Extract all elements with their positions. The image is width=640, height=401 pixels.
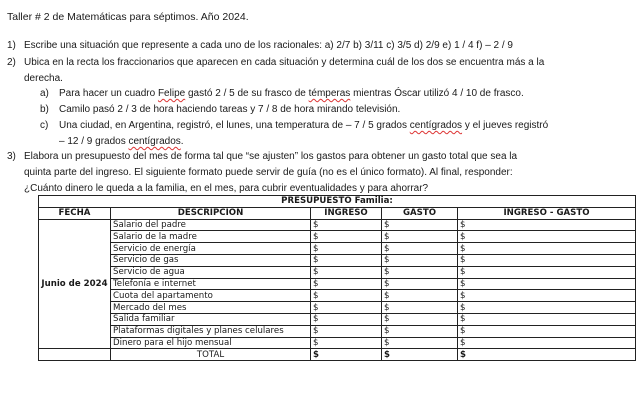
income-cell[interactable]: $ xyxy=(311,243,382,255)
difference-cell[interactable]: $ xyxy=(458,243,636,255)
income-cell[interactable]: $ xyxy=(311,231,382,243)
expense-cell[interactable]: $ xyxy=(382,337,458,349)
expense-cell[interactable]: $ xyxy=(382,219,458,231)
q1-number: 1) xyxy=(7,40,16,51)
budget-table xyxy=(38,195,636,361)
budget-caption: PRESUPUESTO Familia: xyxy=(39,196,636,208)
expense-cell[interactable]: $ xyxy=(382,231,458,243)
income-cell[interactable]: $ xyxy=(311,313,382,325)
q3-line3: ¿Cuánto dinero le queda a la familia, en el mes, para cubrir eventualidades y para ahorrar? xyxy=(24,183,429,194)
difference-cell[interactable]: $ xyxy=(458,313,636,325)
income-cell[interactable]: $ xyxy=(311,219,382,231)
expense-cell[interactable]: $ xyxy=(382,243,458,255)
q2c-line2 xyxy=(59,135,184,148)
table-row xyxy=(39,254,636,266)
q3-number: 3) xyxy=(7,151,16,162)
total-row xyxy=(39,349,636,361)
row-description: Salario de la madre xyxy=(111,231,311,243)
row-description: Plataformas digitales y planes celulares xyxy=(111,325,311,337)
total-difference-cell[interactable]: $ xyxy=(458,349,636,361)
total-income-cell[interactable]: $ xyxy=(311,349,382,361)
table-row xyxy=(39,325,636,337)
difference-cell[interactable]: $ xyxy=(458,325,636,337)
header-ingreso-gasto: INGRESO - GASTO xyxy=(458,207,636,219)
month-cell: Junio de 2024 xyxy=(39,219,111,349)
total-expense-cell[interactable]: $ xyxy=(382,349,458,361)
expense-cell[interactable]: $ xyxy=(382,266,458,278)
difference-cell[interactable]: $ xyxy=(458,337,636,349)
q2a-label: a) xyxy=(40,88,49,99)
q1-text: Escribe una situación que represente a cada uno de los racionales: a) 2/7 b) 3/11 c) 3/5 d) 2/9 e) 1 / 4 f) – 2 / 9 xyxy=(24,40,513,51)
table-row xyxy=(39,231,636,243)
expense-cell[interactable]: $ xyxy=(382,325,458,337)
row-description: Telefonía e internet xyxy=(111,278,311,290)
difference-cell[interactable]: $ xyxy=(458,302,636,314)
q3-line1: Elabora un presupuesto del mes de forma tal que “se ajusten” los gastos para obtener un gasto total que sea la xyxy=(24,151,518,162)
income-cell[interactable]: $ xyxy=(311,337,382,349)
q2a-mid: gastó 2 / 5 de su frasco de xyxy=(185,88,309,99)
q2a-pre: Para hacer un cuadro xyxy=(59,88,158,99)
income-cell[interactable]: $ xyxy=(311,266,382,278)
q2c-line2-pre: – 12 / 9 grados xyxy=(59,136,129,147)
table-row xyxy=(39,278,636,290)
income-cell[interactable]: $ xyxy=(311,290,382,302)
expense-cell[interactable]: $ xyxy=(382,302,458,314)
difference-cell[interactable]: $ xyxy=(458,219,636,231)
expense-cell[interactable]: $ xyxy=(382,278,458,290)
difference-cell[interactable]: $ xyxy=(458,231,636,243)
header-descripcion: DESCRIPCIÓN xyxy=(111,207,311,219)
table-row xyxy=(39,243,636,255)
row-description: Dinero para el hijo mensual xyxy=(111,337,311,349)
table-row xyxy=(39,219,636,231)
row-description: Servicio de agua xyxy=(111,266,311,278)
row-description: Servicio de gas xyxy=(111,254,311,266)
q2-line2: derecha. xyxy=(24,73,63,84)
table-row xyxy=(39,313,636,325)
q2c-line1 xyxy=(59,119,548,132)
q2a-name: Felipe xyxy=(157,88,186,99)
table-row xyxy=(39,290,636,302)
q2a-text xyxy=(59,87,524,100)
q2a-post: mientras Óscar utilizó 4 / 10 de frasco. xyxy=(350,88,524,99)
row-description: Cuota del apartamento xyxy=(111,290,311,302)
income-cell[interactable]: $ xyxy=(311,325,382,337)
q2-line1: Ubica en la recta los fraccionarios que aparecen en cada situación y determina cuál de los dos se encuentra más a la xyxy=(24,57,545,68)
expense-cell[interactable]: $ xyxy=(382,254,458,266)
q2-number: 2) xyxy=(7,57,16,68)
worksheet-title: Taller # 2 de Matemáticas para séptimos. Año 2024. xyxy=(7,11,249,23)
q2c-word2: centígrados xyxy=(128,136,181,147)
row-description: Salario del padre xyxy=(111,219,311,231)
expense-cell[interactable]: $ xyxy=(382,313,458,325)
q2c-word1: centígrados xyxy=(409,120,463,131)
header-ingreso: INGRESO xyxy=(311,207,382,219)
row-description: Salida familiar xyxy=(111,313,311,325)
row-description: Servicio de energía xyxy=(111,243,311,255)
q2c-post: y el jueves registró xyxy=(462,120,549,131)
income-cell[interactable]: $ xyxy=(311,254,382,266)
table-row xyxy=(39,337,636,349)
row-description: Mercado del mes xyxy=(111,302,311,314)
q3-line2: quinta parte del ingreso. El siguiente formato puede servir de guía (no es el único formato). Al final, responder: xyxy=(24,167,513,178)
expense-cell[interactable]: $ xyxy=(382,290,458,302)
q2c-pre: Una ciudad, en Argentina, registró, el lunes, una temperatura de – 7 / 5 grados xyxy=(59,120,410,131)
table-row xyxy=(39,266,636,278)
total-label: TOTAL xyxy=(111,349,311,361)
header-fecha: FECHA xyxy=(39,207,111,219)
table-row xyxy=(39,302,636,314)
q2b-text: Camilo pasó 2 / 3 de hora haciendo tareas y 7 / 8 de hora mirando televisión. xyxy=(59,104,401,115)
income-cell[interactable]: $ xyxy=(311,278,382,290)
header-gasto: GASTO xyxy=(382,207,458,219)
q2a-word: témperas xyxy=(308,88,351,99)
total-fecha-cell xyxy=(39,349,111,361)
q2c-line2-post: . xyxy=(180,136,184,147)
difference-cell[interactable]: $ xyxy=(458,278,636,290)
difference-cell[interactable]: $ xyxy=(458,266,636,278)
income-cell[interactable]: $ xyxy=(311,302,382,314)
difference-cell[interactable]: $ xyxy=(458,254,636,266)
q2c-label: c) xyxy=(40,120,49,131)
q2b-label: b) xyxy=(40,104,49,115)
header-row xyxy=(39,207,636,219)
difference-cell[interactable]: $ xyxy=(458,290,636,302)
